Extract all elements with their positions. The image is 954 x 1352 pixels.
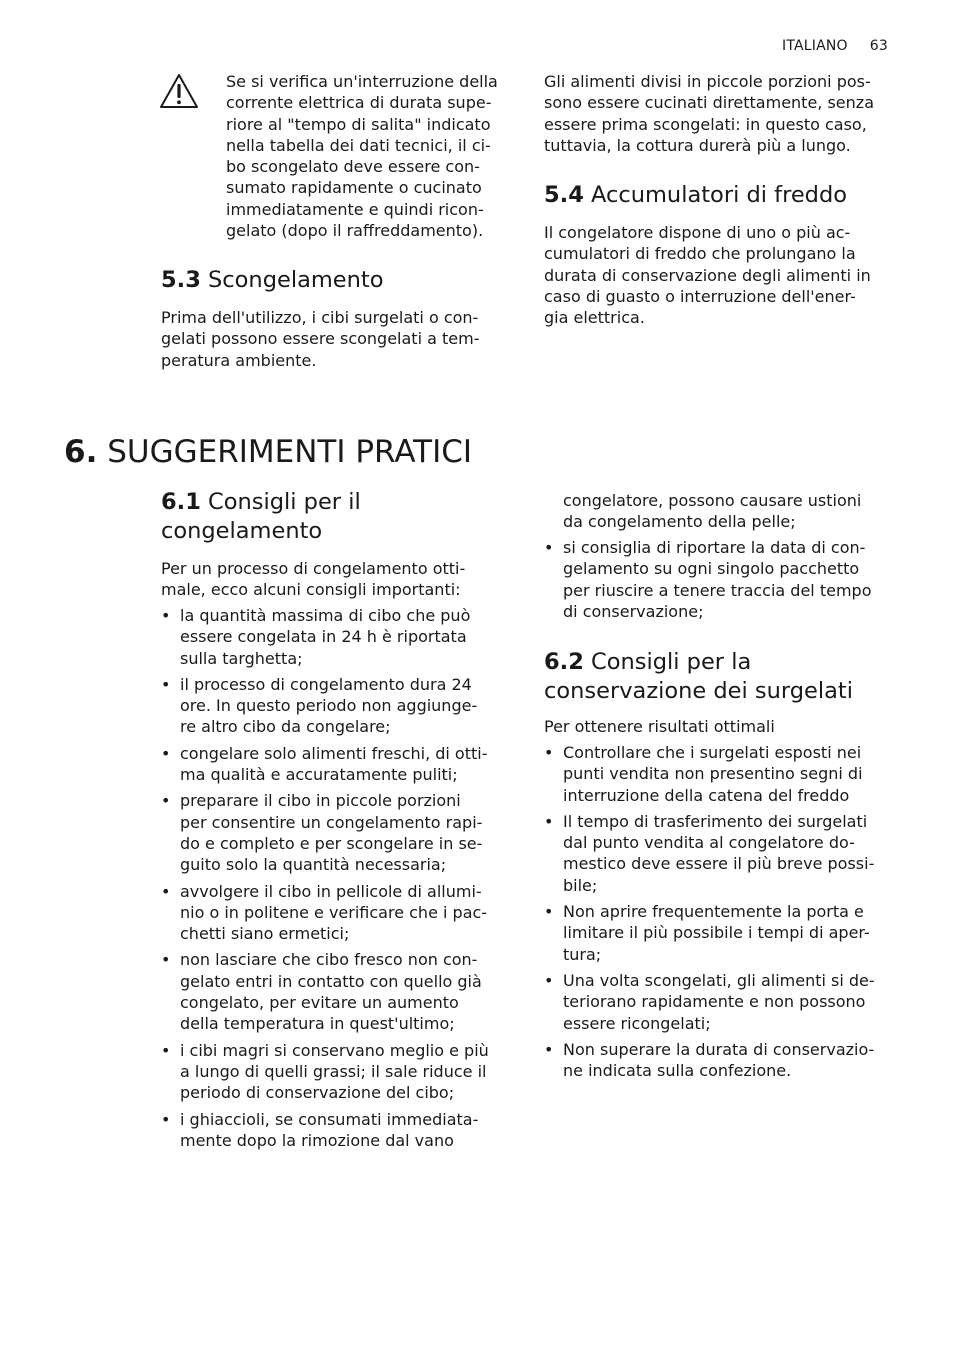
chapter-6-heading: 6. SUGGERIMENTI PRATICI: [64, 434, 472, 470]
page-number: 63: [869, 38, 888, 54]
list-item: • si consiglia di riportare la data di con- gelamento su ogni singolo pacchetto per riuscire a tenere traccia del tempo di conservazione;: [544, 538, 872, 621]
section-5-3-text: Prima dell'utilizzo, i cibi surgelati o con- gelati possono essere scongelati a tem- peratura ambiente.: [161, 308, 480, 370]
section-6-2-intro: Per ottenere risultati ottimali: [544, 717, 775, 736]
list-item: • i cibi magri si conservano meglio e più a lungo di quelli grassi; il sale riduce il periodo di conservazione del cibo;: [161, 1040, 489, 1103]
page-header: [782, 38, 888, 54]
list-item: • Non aprire frequentemente la porta e limitare il più possibile i tempi di aper- tura;: [544, 902, 870, 964]
section-6-1-heading: 6.1 Consigli per il congelamento: [161, 489, 361, 544]
right-intro-text: Gli alimenti divisi in piccole porzioni pos- sono essere cucinati direttamente, senza essere prima scongelati: in questo caso, tuttavia, la cottura durerà più a lungo.: [544, 72, 874, 155]
list-item: • i ghiaccioli, se consumati immediata- mente dopo la rimozione dal vano: [161, 1109, 479, 1150]
section-6-1-intro: Per un processo di congelamento otti- male, ecco alcuni consigli importanti:: [161, 559, 466, 600]
section-5-4-text: Il congelatore dispone di uno o più ac- cumulatori di freddo che prolungano la durata di conservazione degli alimenti in caso di guasto o interruzione dell'ener- gia elettrica.: [544, 223, 871, 328]
section-6-2-heading: 6.2 Consigli per la conservazione dei surgelati: [544, 649, 854, 704]
section-6-1-list-continued: [544, 537, 914, 627]
list-item: • il processo di congelamento dura 24 ore. In questo periodo non aggiunge- re altro cibo da congelare;: [161, 674, 478, 737]
list-item: • Il tempo di trasferimento dei surgelati dal punto vendita al congelatore do- mestico deve essere il più breve possi- bile;: [544, 811, 875, 895]
list-item: • Controllare che i surgelati esposti nei punti vendita non presentino segni di interruzione della catena del freddo: [544, 743, 863, 805]
list-item: • non lasciare che cibo fresco non con- gelato entri in contatto con quello già congelato, per evitare un aumento della temperatura in quest'ultimo;: [161, 950, 482, 1034]
list-item: • avvolgere il cibo in pellicole di allumi- nio o in politene e verificare che i pac- chetti siano ermetici;: [161, 881, 488, 944]
list-item: • preparare il cibo in piccole porzioni per consentire un congelamento rapi- do e completo e per scongelare in se- guito solo la quantità necessaria;: [161, 791, 483, 875]
warning-text: Se si verifica un'interruzione della corrente elettrica di durata supe- riore al "tempo di salita" indicato nella tabella dei dati tecnici, il ci- bo scongelato deve essere con- sumato rapidamente o cucinato immediatamente e quindi ricon- gelato (dopo il raffreddamento).: [226, 72, 498, 241]
list-item: • la quantità massima di cibo che può essere congelata in 24 h è riportata sulla targhetta;: [161, 606, 471, 668]
section-6-2-list: [544, 742, 914, 1086]
list-item: • Una volta scongelati, gli alimenti si de- teriorano rapidamente e non possono essere ricongelati;: [544, 970, 875, 1033]
list-item: • Non superare la durata di conservazio- ne indicata sulla confezione.: [544, 1039, 875, 1081]
header-language: ITALIANO: [782, 38, 848, 54]
section-5-3-heading: 5.3 Scongelamento: [161, 267, 384, 293]
section-6-1-continuation: congelatore, possono causare ustioni da congelamento della pelle;: [563, 491, 862, 532]
section-6-1-list: [161, 605, 521, 1156]
section-5-4-heading: 5.4 Accumulatori di freddo: [544, 182, 848, 208]
warning-triangle-icon: [159, 73, 199, 109]
list-item: • congelare solo alimenti freschi, di otti- ma qualità e accuratamente puliti;: [161, 743, 488, 785]
